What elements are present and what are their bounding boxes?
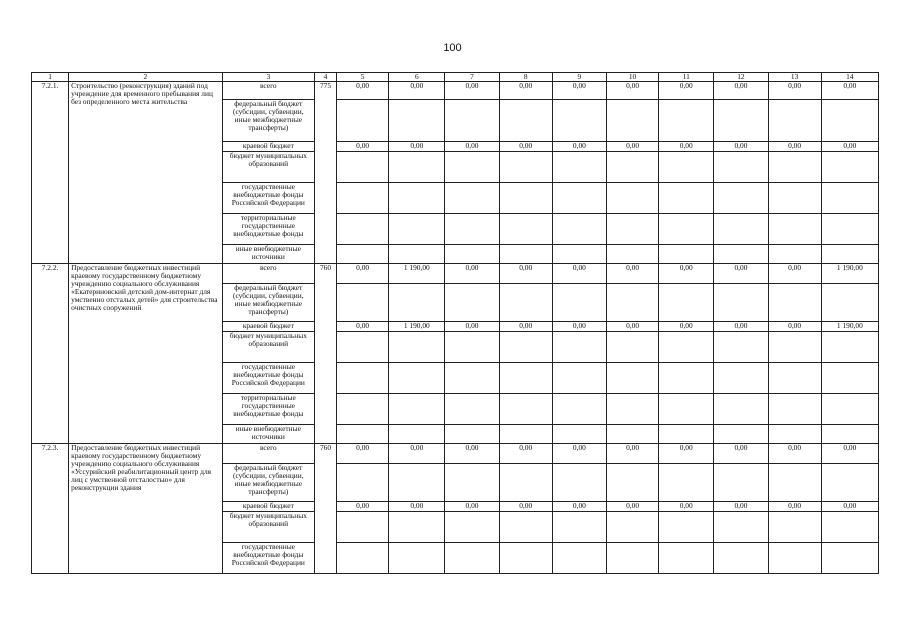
- value-cell: [499, 183, 552, 214]
- value-cell: 0,00: [552, 264, 606, 284]
- funding-source: бюджет муниципальных образований: [222, 512, 314, 543]
- funding-source: территориальные государственные внебюджетные фонды: [222, 394, 314, 425]
- value-cell: [714, 394, 768, 425]
- funding-source: государственные внебюджетные фонды Российской Федерации: [222, 183, 314, 214]
- value-cell: [659, 152, 714, 183]
- value-cell: [337, 183, 389, 214]
- value-cell: [768, 425, 821, 444]
- value-cell: [552, 245, 606, 264]
- value-cell: 0,00: [714, 82, 768, 100]
- value-cell: [389, 245, 445, 264]
- value-cell: [445, 332, 499, 363]
- value-cell: [659, 543, 714, 574]
- value-cell: [659, 214, 714, 245]
- value-cell: [606, 363, 658, 394]
- value-cell: [445, 512, 499, 543]
- value-cell: 0,00: [389, 82, 445, 100]
- column-header: 14: [821, 73, 878, 82]
- value-cell: [389, 425, 445, 444]
- value-cell: [659, 284, 714, 322]
- value-cell: [337, 425, 389, 444]
- value-cell: [821, 543, 878, 574]
- value-cell: 0,00: [606, 502, 658, 512]
- value-cell: [552, 543, 606, 574]
- column-header: 10: [606, 73, 658, 82]
- value-cell: [768, 100, 821, 142]
- value-cell: 0,00: [606, 82, 658, 100]
- value-cell: [714, 284, 768, 322]
- column-header-row: [32, 73, 879, 82]
- value-cell: [659, 183, 714, 214]
- funding-source: всего: [222, 444, 314, 464]
- value-cell: [606, 152, 658, 183]
- value-cell: [445, 394, 499, 425]
- value-cell: [821, 284, 878, 322]
- value-cell: [714, 245, 768, 264]
- funding-source: территориальные государственные внебюджетные фонды: [222, 214, 314, 245]
- value-cell: [821, 100, 878, 142]
- value-cell: 0,00: [714, 322, 768, 332]
- funding-source: краевой бюджет: [222, 322, 314, 332]
- value-cell: 0,00: [768, 444, 821, 464]
- item-name: Предоставление бюджетных инвестиций краевому государственному бюджетному учреждению социального обслуживания «Екатериновский детский дом-интернат для умственно отсталых детей» для строительства очистных сооружений: [69, 264, 223, 444]
- value-cell: 0,00: [337, 444, 389, 464]
- value-cell: [552, 394, 606, 425]
- value-cell: [714, 425, 768, 444]
- item-number: 7.2.2.: [32, 264, 69, 444]
- value-cell: [499, 464, 552, 502]
- value-cell: 0,00: [714, 142, 768, 152]
- item-name: Строительство (реконструкция) зданий под учреждение для временного пребывания лиц без определенного места жительства: [69, 82, 223, 264]
- value-cell: [821, 214, 878, 245]
- value-cell: [389, 152, 445, 183]
- value-cell: 0,00: [606, 264, 658, 284]
- value-cell: [714, 183, 768, 214]
- value-cell: [714, 512, 768, 543]
- value-cell: 0,00: [552, 142, 606, 152]
- value-cell: [821, 394, 878, 425]
- value-cell: [337, 543, 389, 574]
- value-cell: [552, 183, 606, 214]
- value-cell: 0,00: [337, 82, 389, 100]
- value-cell: [552, 512, 606, 543]
- value-cell: 0,00: [768, 502, 821, 512]
- column-header: 9: [552, 73, 606, 82]
- value-cell: 0,00: [389, 142, 445, 152]
- value-cell: 0,00: [714, 502, 768, 512]
- value-cell: 0,00: [821, 142, 878, 152]
- value-cell: [337, 214, 389, 245]
- value-cell: 0,00: [337, 264, 389, 284]
- value-cell: [499, 363, 552, 394]
- funding-source: федеральный бюджет (субсидии, субвенции, иные межбюджетные трансферты): [222, 464, 314, 502]
- value-cell: 0,00: [499, 322, 552, 332]
- budget-table: [31, 72, 879, 574]
- value-cell: [768, 394, 821, 425]
- value-cell: 0,00: [552, 502, 606, 512]
- value-cell: [389, 394, 445, 425]
- value-cell: [499, 543, 552, 574]
- value-cell: 0,00: [606, 444, 658, 464]
- value-cell: [389, 363, 445, 394]
- value-cell: 0,00: [337, 322, 389, 332]
- value-cell: [499, 152, 552, 183]
- value-cell: [768, 543, 821, 574]
- value-cell: [337, 284, 389, 322]
- value-cell: [714, 100, 768, 142]
- value-cell: [606, 332, 658, 363]
- value-cell: [821, 183, 878, 214]
- funding-source: федеральный бюджет (субсидии, субвенции, иные межбюджетные трансферты): [222, 100, 314, 142]
- value-cell: [659, 363, 714, 394]
- value-cell: [606, 543, 658, 574]
- value-cell: [499, 214, 552, 245]
- value-cell: [389, 332, 445, 363]
- item-name: Предоставление бюджетных инвестиций краевому государственному бюджетному учреждению социального обслуживания «Уссурийский реабилитационный центр для лиц с умственной отсталостью» для реконструкции здания: [69, 444, 223, 574]
- value-cell: 0,00: [821, 444, 878, 464]
- funding-source: федеральный бюджет (субсидии, субвенции, иные межбюджетные трансферты): [222, 284, 314, 322]
- value-cell: [552, 100, 606, 142]
- value-cell: [552, 152, 606, 183]
- value-cell: [821, 425, 878, 444]
- value-cell: [821, 512, 878, 543]
- value-cell: [821, 152, 878, 183]
- value-cell: [445, 183, 499, 214]
- value-cell: [606, 512, 658, 543]
- value-cell: 1 190,00: [389, 264, 445, 284]
- value-cell: [659, 425, 714, 444]
- value-cell: 0,00: [552, 322, 606, 332]
- value-cell: 0,00: [821, 502, 878, 512]
- value-cell: [445, 100, 499, 142]
- item-code: 760: [314, 444, 336, 574]
- value-cell: [552, 214, 606, 245]
- value-cell: 0,00: [768, 142, 821, 152]
- item-code: 775: [314, 82, 336, 264]
- value-cell: [337, 464, 389, 502]
- value-cell: 1 190,00: [821, 264, 878, 284]
- value-cell: [606, 214, 658, 245]
- column-header: 7: [445, 73, 499, 82]
- value-cell: [499, 100, 552, 142]
- value-cell: 0,00: [499, 502, 552, 512]
- column-header: 8: [499, 73, 552, 82]
- value-cell: [659, 394, 714, 425]
- value-cell: 0,00: [768, 82, 821, 100]
- value-cell: [606, 425, 658, 444]
- value-cell: [821, 332, 878, 363]
- column-header: 4: [314, 73, 336, 82]
- value-cell: [768, 464, 821, 502]
- table-row: [32, 264, 879, 284]
- value-cell: [499, 512, 552, 543]
- value-cell: [768, 152, 821, 183]
- value-cell: 0,00: [499, 264, 552, 284]
- value-cell: 0,00: [821, 82, 878, 100]
- value-cell: [821, 363, 878, 394]
- value-cell: [552, 284, 606, 322]
- value-cell: [337, 100, 389, 142]
- value-cell: 0,00: [552, 82, 606, 100]
- column-header: 6: [389, 73, 445, 82]
- value-cell: [606, 284, 658, 322]
- value-cell: [768, 363, 821, 394]
- value-cell: 1 190,00: [389, 322, 445, 332]
- value-cell: 0,00: [714, 264, 768, 284]
- funding-source: краевой бюджет: [222, 142, 314, 152]
- value-cell: [821, 464, 878, 502]
- value-cell: [445, 152, 499, 183]
- value-cell: [389, 543, 445, 574]
- value-cell: [337, 152, 389, 183]
- value-cell: [714, 332, 768, 363]
- value-cell: [659, 100, 714, 142]
- value-cell: 0,00: [499, 444, 552, 464]
- funding-source: государственные внебюджетные фонды Российской Федерации: [222, 363, 314, 394]
- value-cell: 0,00: [659, 322, 714, 332]
- value-cell: [499, 284, 552, 322]
- funding-source: иные внебюджетные источники: [222, 425, 314, 444]
- value-cell: [445, 245, 499, 264]
- column-header: 13: [768, 73, 821, 82]
- value-cell: [445, 425, 499, 444]
- funding-source: бюджет муниципальных образований: [222, 332, 314, 363]
- page-number: 100: [443, 42, 462, 54]
- value-cell: [389, 100, 445, 142]
- value-cell: [337, 332, 389, 363]
- value-cell: 0,00: [499, 142, 552, 152]
- funding-source: бюджет муниципальных образований: [222, 152, 314, 183]
- value-cell: [337, 245, 389, 264]
- value-cell: [768, 245, 821, 264]
- value-cell: 0,00: [714, 444, 768, 464]
- item-number: 7.2.1.: [32, 82, 69, 264]
- value-cell: [659, 512, 714, 543]
- value-cell: [606, 245, 658, 264]
- value-cell: [659, 464, 714, 502]
- value-cell: [714, 464, 768, 502]
- value-cell: [659, 245, 714, 264]
- column-header: 11: [659, 73, 714, 82]
- value-cell: [714, 214, 768, 245]
- value-cell: [714, 152, 768, 183]
- funding-source: государственные внебюджетные фонды Российской Федерации: [222, 543, 314, 574]
- value-cell: 0,00: [337, 502, 389, 512]
- value-cell: 0,00: [445, 444, 499, 464]
- value-cell: [714, 363, 768, 394]
- value-cell: [445, 284, 499, 322]
- funding-source: всего: [222, 264, 314, 284]
- value-cell: [499, 425, 552, 444]
- value-cell: [768, 214, 821, 245]
- value-cell: 0,00: [606, 142, 658, 152]
- value-cell: 0,00: [445, 264, 499, 284]
- table-row: [32, 444, 879, 464]
- value-cell: [445, 543, 499, 574]
- value-cell: [445, 363, 499, 394]
- value-cell: 0,00: [499, 82, 552, 100]
- value-cell: 0,00: [659, 142, 714, 152]
- table-row: [32, 82, 879, 100]
- value-cell: [768, 512, 821, 543]
- value-cell: 0,00: [659, 264, 714, 284]
- value-cell: [389, 512, 445, 543]
- column-header: 1: [32, 73, 69, 82]
- item-code: 760: [314, 264, 336, 444]
- value-cell: 0,00: [659, 82, 714, 100]
- value-cell: 0,00: [768, 322, 821, 332]
- value-cell: 0,00: [659, 502, 714, 512]
- value-cell: [389, 183, 445, 214]
- value-cell: [552, 425, 606, 444]
- value-cell: 0,00: [445, 82, 499, 100]
- value-cell: [389, 214, 445, 245]
- value-cell: 1 190,00: [821, 322, 878, 332]
- table-body: [32, 73, 879, 574]
- value-cell: [445, 464, 499, 502]
- value-cell: 0,00: [445, 142, 499, 152]
- value-cell: [606, 100, 658, 142]
- value-cell: [768, 284, 821, 322]
- value-cell: [389, 284, 445, 322]
- value-cell: [552, 464, 606, 502]
- value-cell: [714, 543, 768, 574]
- value-cell: 0,00: [389, 502, 445, 512]
- column-header: 12: [714, 73, 768, 82]
- funding-source: краевой бюджет: [222, 502, 314, 512]
- value-cell: 0,00: [445, 502, 499, 512]
- column-header: 5: [337, 73, 389, 82]
- value-cell: [606, 183, 658, 214]
- value-cell: 0,00: [389, 444, 445, 464]
- funding-source: всего: [222, 82, 314, 100]
- value-cell: [821, 245, 878, 264]
- value-cell: 0,00: [337, 142, 389, 152]
- value-cell: [337, 363, 389, 394]
- value-cell: 0,00: [768, 264, 821, 284]
- value-cell: [659, 332, 714, 363]
- column-header: 2: [69, 73, 223, 82]
- value-cell: [499, 394, 552, 425]
- funding-source: иные внебюджетные источники: [222, 245, 314, 264]
- value-cell: 0,00: [552, 444, 606, 464]
- value-cell: 0,00: [606, 322, 658, 332]
- value-cell: [445, 214, 499, 245]
- value-cell: [499, 245, 552, 264]
- value-cell: 0,00: [445, 322, 499, 332]
- value-cell: 0,00: [659, 444, 714, 464]
- value-cell: [552, 332, 606, 363]
- value-cell: [389, 464, 445, 502]
- value-cell: [606, 394, 658, 425]
- value-cell: [768, 183, 821, 214]
- value-cell: [499, 332, 552, 363]
- value-cell: [337, 512, 389, 543]
- value-cell: [606, 464, 658, 502]
- item-number: 7.2.3.: [32, 444, 69, 574]
- value-cell: [337, 394, 389, 425]
- column-header: 3: [222, 73, 314, 82]
- value-cell: [552, 363, 606, 394]
- value-cell: [768, 332, 821, 363]
